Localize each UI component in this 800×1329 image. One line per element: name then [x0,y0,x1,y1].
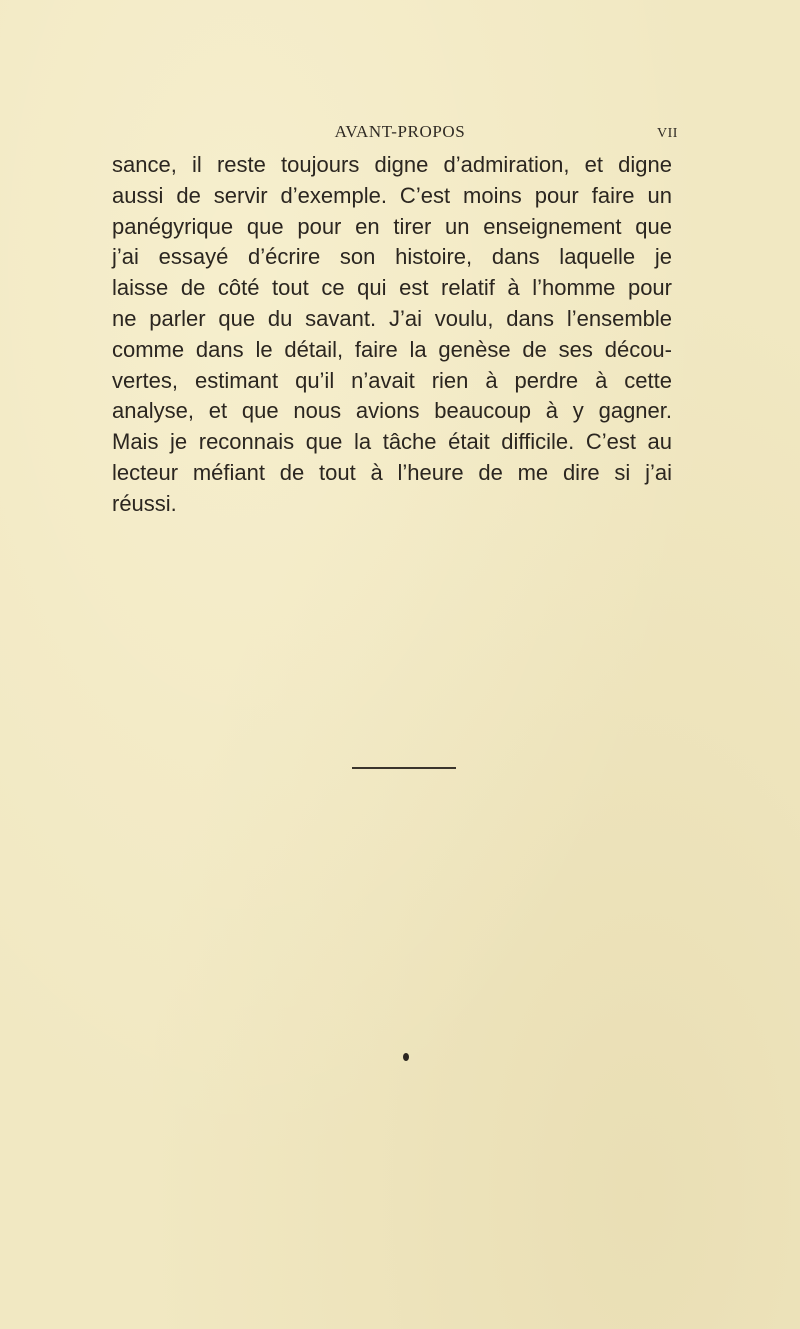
text-line: panégyrique que pour en tirer un enseignement que [112,213,672,239]
running-head [0,122,800,144]
page-number: VII [657,126,678,141]
ink-speck [403,1053,409,1061]
text-line: sance, il reste toujours digne d’admiration, et digne [112,152,672,177]
text-line: Mais je reconnais que la tâche était difficile. C’est au [112,429,672,455]
text-line: laisse de côté tout ce qui est relatif à l’homme pour [112,275,672,301]
text-line-last: réussi. [112,490,177,516]
end-rule [352,767,456,769]
text-line: ne parler que du savant. J’ai voulu, dans l’ensemble [112,305,672,331]
text-line: comme dans le détail, faire la genèse de ses décou- [112,336,672,362]
body-paragraph [112,150,672,520]
text-line: j’ai essayé d’écrire son histoire, dans laquelle je [112,244,672,270]
running-title: AVANT-PROPOS [334,122,466,141]
text-line: aussi de servir d’exemple. C’est moins pour faire un [112,182,672,208]
text-line: lecteur méfiant de tout à l’heure de me dire si j’ai [112,459,672,485]
text-line: analyse, et que nous avions beaucoup à y gagner. [112,398,672,424]
text-line: vertes, estimant qu’il n’avait rien à perdre à cette [112,367,672,393]
